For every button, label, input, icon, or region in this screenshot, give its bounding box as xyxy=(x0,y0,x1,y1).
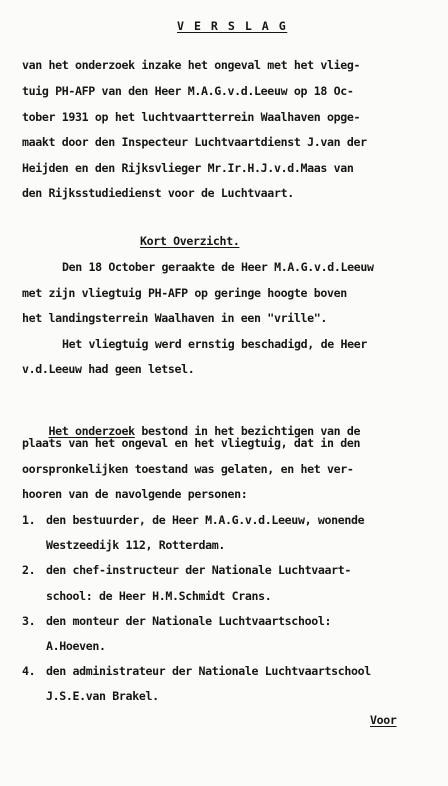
intro-line: tober 1931 op het luchtvaartterrein Waalhaven opge- xyxy=(22,110,361,124)
person-number: 4. xyxy=(22,664,36,678)
summary-line: met zijn vliegtuig PH-AFP op geringe hoogte boven xyxy=(22,286,347,300)
investigation-first-line-rest: bestond in het bezichtigen van de xyxy=(134,424,361,438)
person-line: Westzeedijk 112, Rotterdam. xyxy=(46,538,226,552)
person-line: den bestuurder, de Heer M.A.G.v.d.Leeuw, wonende xyxy=(46,513,365,527)
summary-line: Den 18 October geraakte de Heer M.A.G.v.d.Leeuw xyxy=(62,260,374,274)
intro-line: tuig PH-AFP van den Heer M.A.G.v.d.Leeuw op 18 Oc- xyxy=(22,84,354,98)
person-number: 2. xyxy=(22,563,36,577)
person-line: den monteur der Nationale Luchtvaartschool: xyxy=(46,614,332,628)
investigation-line: hooren van de navolgende personen: xyxy=(22,487,248,501)
report-title: V E R S L A G xyxy=(177,19,288,33)
intro-line: van het onderzoek inzake het ongeval met het vlieg- xyxy=(22,58,361,72)
person-number: 3. xyxy=(22,614,36,628)
person-line: J.S.E.van Brakel. xyxy=(46,689,159,703)
investigation-heading: Het onderzoek xyxy=(48,424,135,438)
summary-line: v.d.Leeuw had geen letsel. xyxy=(22,362,195,376)
intro-line: Heijden en den Rijksvlieger Mr.Ir.H.J.v.d.Maas van xyxy=(22,161,354,175)
investigation-line: plaats van het ongeval en het vliegtuig, dat in den xyxy=(22,436,361,450)
summary-heading: Kort Overzicht. xyxy=(140,234,240,248)
person-line: den chef-instructeur der Nationale Luchtvaart- xyxy=(46,563,351,577)
intro-line: den Rijksstudiedienst voor de Luchtvaart. xyxy=(22,186,294,200)
person-number: 1. xyxy=(22,513,36,527)
summary-line: het landingsterrein Waalhaven in een "vrille". xyxy=(22,311,327,325)
catchword: Voor xyxy=(370,713,397,727)
person-line: A.Hoeven. xyxy=(46,639,106,653)
summary-line: Het vliegtuig werd ernstig beschadigd, de Heer xyxy=(62,337,367,351)
intro-line: maakt door den Inspecteur Luchtvaartdienst J.van der xyxy=(22,135,367,149)
person-line: den administrateur der Nationale Luchtvaartschool xyxy=(46,664,371,678)
investigation-line: oorspronkelijken toestand was gelaten, en het ver- xyxy=(22,462,354,476)
person-line: school: de Heer H.M.Schmidt Crans. xyxy=(46,589,272,603)
